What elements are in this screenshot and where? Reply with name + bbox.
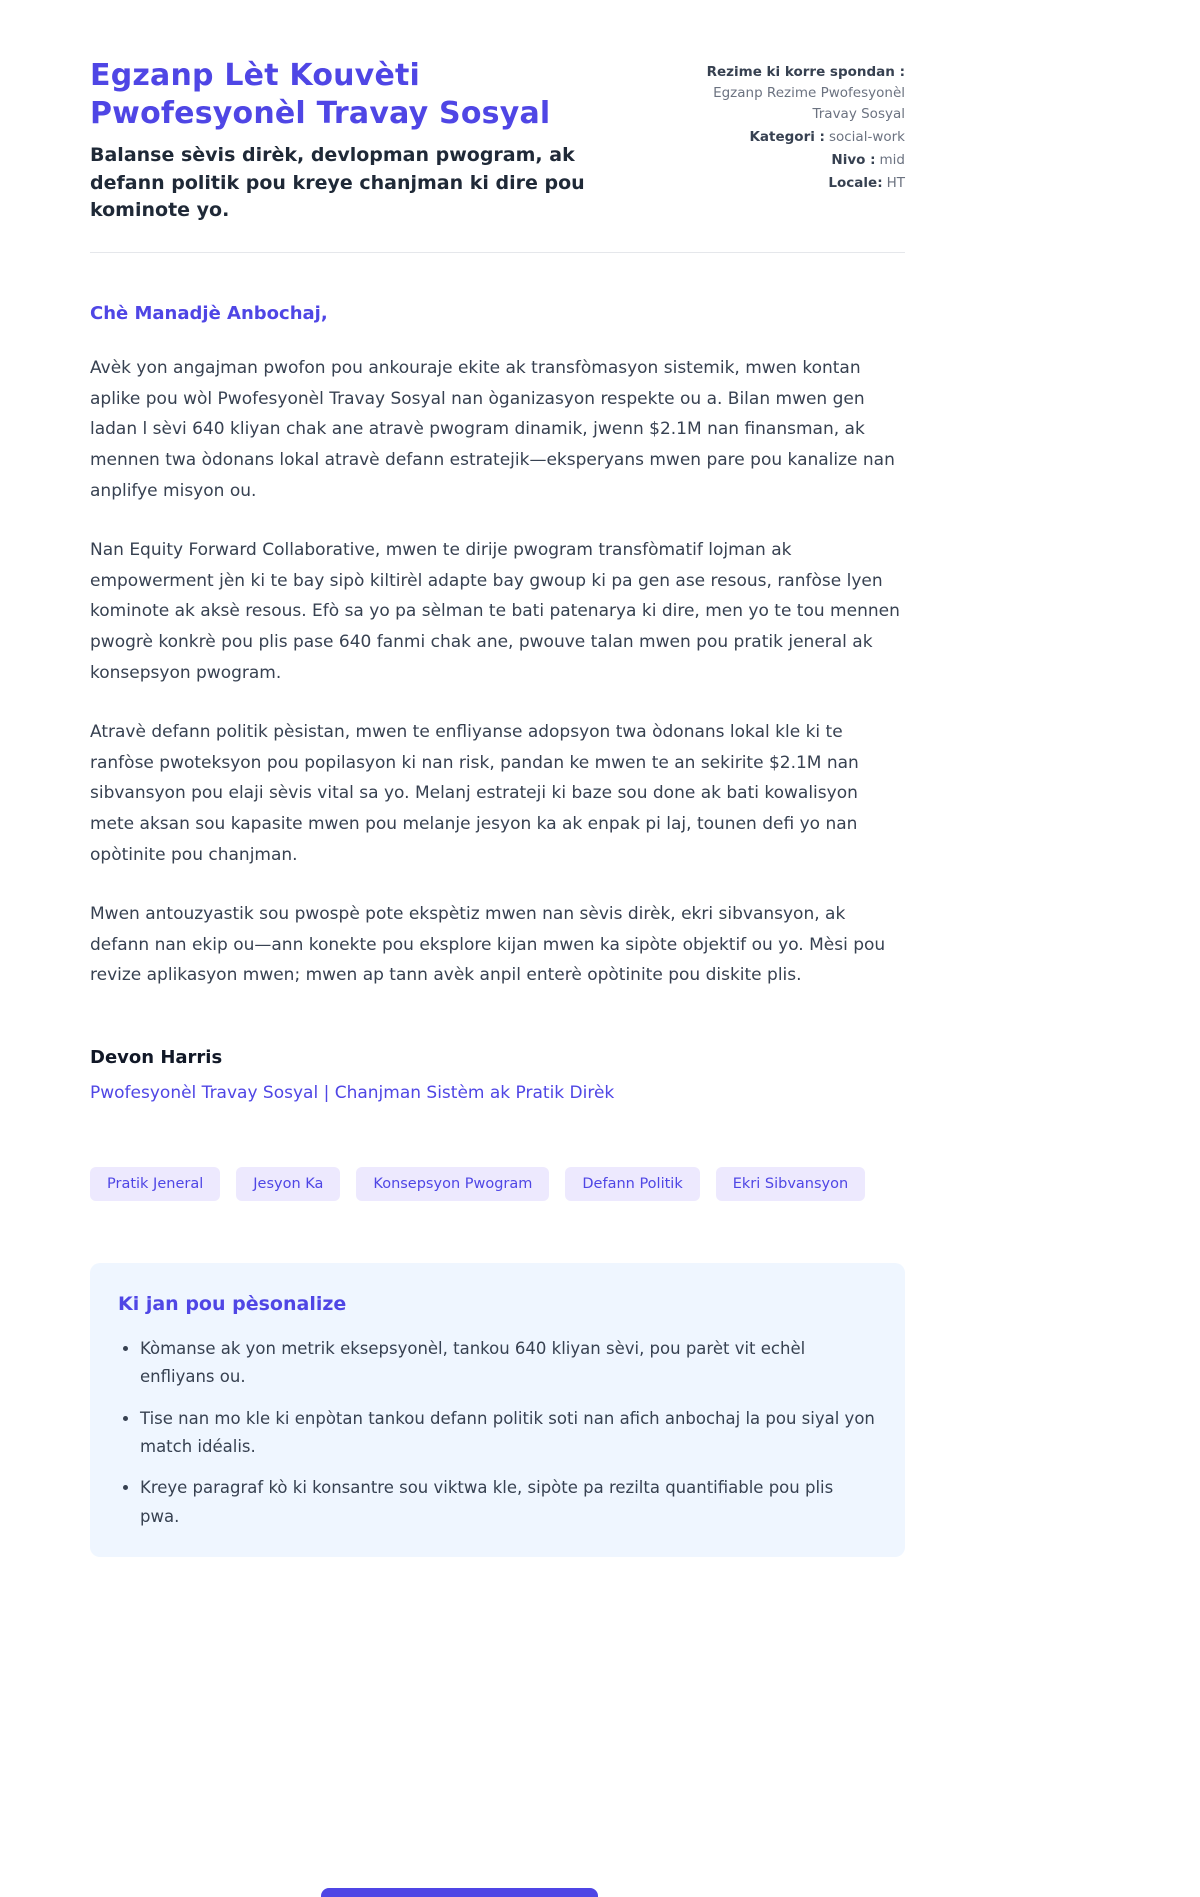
letter-paragraph: Avèk yon angajman pwofon pou ankouraje ekite ak transfòmasyon sistemik, mwen kontan aplike pou wòl Pwofesyonèl Travay Sosyal nan òganizasyon respekte ou a. Bilan mwen gen ladan l sèvi 640 kliyan chak ane atravè pwogram dinamik, jwenn $2.1M nan finansman, ak mennen twa òdonans lokal atravè defann estratejik—eksperyans mwen pare pou kanalize nan anplifye misyon ou. xyxy=(90,358,895,501)
salutation: Chè Manadjè Anbochaj, xyxy=(90,303,328,325)
tip-item: • Kòmanse ak yon metrik eksepsyonèl, tankou 640 kliyan sèvi, pou parèt vit echèl enfliyans ou. xyxy=(140,1335,875,1392)
skill-tags xyxy=(90,1167,905,1201)
meta-level xyxy=(687,150,905,171)
skill-tag: Ekri Sibvansyon xyxy=(716,1167,865,1201)
meta-level-label: Nivo : xyxy=(831,151,876,168)
header-title-block xyxy=(90,57,687,224)
meta-category xyxy=(687,127,905,148)
skill-tag: Jesyon Ka xyxy=(236,1167,340,1201)
meta-corresponding-resume xyxy=(687,62,905,125)
tip-item: • Kreye paragraf kò ki konsantre sou viktwa kle, sipòte pa rezilta quantifiable pou plis pwa. xyxy=(140,1474,875,1531)
corresponding-resume-link[interactable]: Egzanp Rezime Pwofesyonèl Travay Sosyal xyxy=(713,84,905,122)
tips-list xyxy=(118,1335,875,1531)
footer-cta-button-partial[interactable] xyxy=(321,1888,598,1897)
letter-paragraph: Nan Equity Forward Collaborative, mwen te dirije pwogram transfòmatif lojman ak empowerment jèn ki te bay sipò kiltirèl adapte bay gwoup ki pa gen ase resous, ranfòse lyen kominote ak aksè resous. Efò sa yo pa sèlman te bati patenarya ki dire, men yo te tou mennen pwogrè konkrè pou plis pase 640 fanmi chak ane, pwouve talan mwen pou pratik jeneral ak konsepsyon pwogram. xyxy=(90,540,900,683)
skill-tag: Defann Politik xyxy=(565,1167,699,1201)
letter-paragraph: Atravè defann politik pèsistan, mwen te enfliyanse adopsyon twa òdonans lokal kle ki te ranfòse pwoteksyon pou popilasyon ki nan risk, pandan ke mwen te an sekirite $2.1M nan sibvansyon pou elaji sèvis vital sa yo. Melanj estrateji ki baze sou done ak bati kowalisyon mete aksan sou kapasite mwen pou melanje jesyon ka ak enpak pi laj, tounen defi yo nan opòtinite pou chanjman. xyxy=(90,722,859,865)
meta-locale-label: Locale: xyxy=(828,174,883,191)
letter-paragraph: Mwen antouzyastik sou pwospè pote ekspètiz mwen nan sèvis dirèk, ekri sibvansyon, ak defann nan ekip ou—ann konekte pou eksplore kijan mwen ka sipòte objektif ou yo. Mèsi pou revize aplikasyon mwen; mwen ap tann avèk anpil enterè opòtinite pou diskite plis. xyxy=(90,904,886,986)
page-title: Egzanp Lèt Kouvèti Pwofesyonèl Travay Sosyal xyxy=(90,58,551,132)
personalization-tips-box xyxy=(90,1263,905,1557)
page-header xyxy=(90,57,905,224)
signature-role: Pwofesyonèl Travay Sosyal | Chanjman Sistèm ak Pratik Dirèk xyxy=(90,1082,615,1103)
meta-panel xyxy=(687,57,905,196)
skill-tag: Konsepsyon Pwogram xyxy=(356,1167,549,1201)
header-divider xyxy=(90,252,905,253)
skill-tag: Pratik Jeneral xyxy=(90,1167,220,1201)
meta-locale-value: HT xyxy=(886,174,905,191)
letter-body xyxy=(90,303,905,1103)
meta-category-value: social-work xyxy=(828,128,905,145)
page-subtitle: Balanse sèvis dirèk, devlopman pwogram, ak defann politik pou kreye chanjman ki dire pou kominote yo. xyxy=(90,144,585,221)
tips-title: Ki jan pou pèsonalize xyxy=(118,1292,347,1315)
meta-level-value: mid xyxy=(879,151,905,168)
signature-name: Devon Harris xyxy=(90,1046,223,1068)
meta-category-label: Kategori : xyxy=(749,128,825,145)
meta-locale xyxy=(687,173,905,194)
cover-letter-page xyxy=(90,0,905,1557)
tip-item: • Tise nan mo kle ki enpòtan tankou defann politik soti nan afich anbochaj la pou siyal yon match idéalis. xyxy=(140,1405,875,1462)
meta-resume-label: Rezime ki korre spondan : xyxy=(706,64,905,80)
